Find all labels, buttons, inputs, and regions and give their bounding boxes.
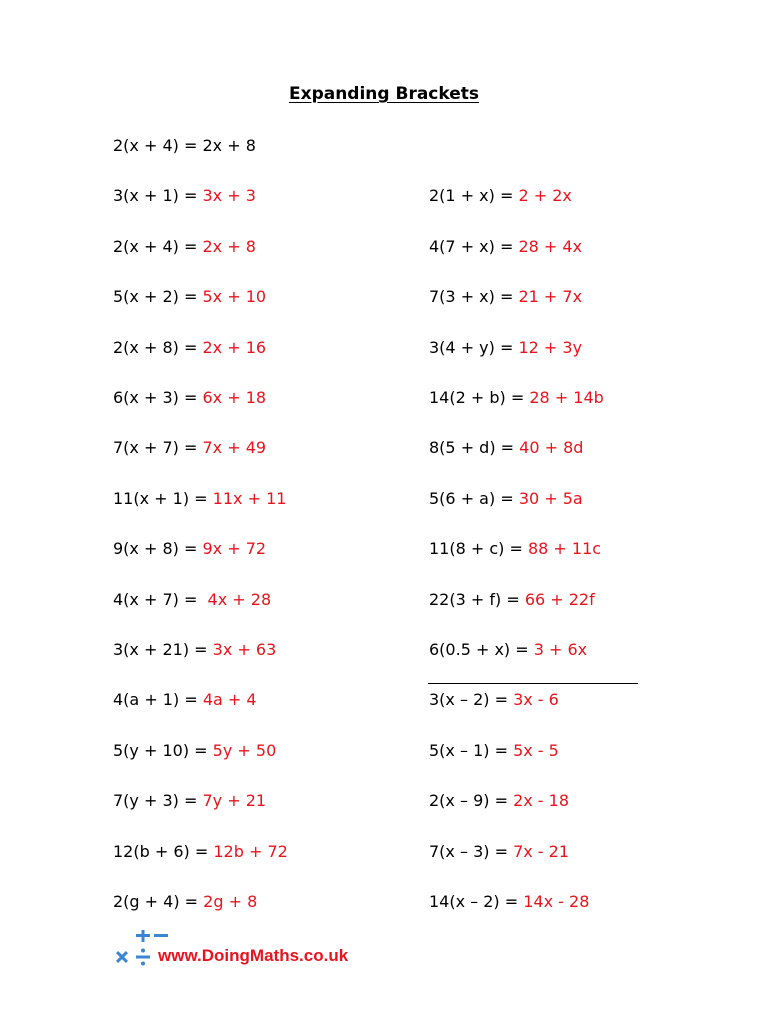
- footer[interactable]: [114, 930, 374, 970]
- equation-answer: 12b + 72: [213, 841, 288, 861]
- equation-answer: 21 + 7x: [518, 287, 583, 307]
- equation-row: [429, 842, 569, 862]
- equation-row: [113, 237, 256, 257]
- equation-question: 4(a + 1) =: [113, 690, 203, 710]
- equation-row: [429, 489, 583, 509]
- equation-row: [113, 489, 286, 509]
- equation-question: 5(y + 10) =: [113, 740, 213, 760]
- equation-row: [429, 237, 582, 257]
- equation-answer: 14x - 28: [523, 892, 590, 911]
- equation-answer: 3x - 6: [513, 690, 559, 710]
- section-divider: [428, 683, 638, 684]
- equation-question: 7(x – 3) =: [429, 841, 514, 861]
- equation-question: 11(x + 1) =: [113, 488, 213, 508]
- equation-row: [429, 438, 583, 458]
- page-title: Expanding Brackets: [288, 84, 480, 104]
- equation-answer: 28 + 4x: [518, 236, 583, 256]
- equation-answer: 5x - 5: [513, 740, 559, 760]
- equation-answer: 4x + 28: [202, 589, 272, 609]
- equation-answer: 5x + 10: [202, 287, 267, 307]
- equation-row: [429, 690, 559, 710]
- site-link[interactable]: www.DoingMaths.co.uk: [158, 946, 349, 965]
- equation-answer: 7y + 21: [202, 791, 267, 811]
- equation-question: 5(x – 1) =: [429, 740, 514, 760]
- equation-row: [113, 791, 266, 811]
- equation-row: [113, 287, 266, 307]
- equation-question: 14(2 + b) =: [429, 388, 530, 407]
- equation-answer: 2x + 8: [202, 136, 256, 155]
- equation-question: 5(6 + a) =: [429, 488, 519, 508]
- equation-question: 2(x + 8) =: [113, 337, 203, 357]
- equation-question: 22(3 + f) =: [429, 589, 525, 609]
- equation-answer: 2x + 8: [202, 236, 256, 256]
- equation-row: [113, 741, 276, 761]
- equation-answer: 4a + 4: [202, 690, 257, 710]
- equation-question: 9(x + 8) =: [113, 539, 203, 559]
- equation-question: 2(x + 4) =: [113, 236, 203, 256]
- equation-answer: 7x - 21: [513, 841, 570, 861]
- equation-row: [429, 640, 587, 660]
- equation-answer: 7x + 49: [202, 438, 267, 458]
- equation-question: 7(x + 7) =: [113, 438, 203, 458]
- equation-row: [113, 136, 256, 156]
- equation-question: 4(7 + x) =: [429, 236, 519, 256]
- equation-answer: 66 + 22f: [524, 589, 595, 609]
- equation-row: [429, 741, 559, 761]
- equation-row: [429, 590, 595, 610]
- equation-row: [113, 438, 266, 458]
- equation-question: 4(x + 7) =: [113, 589, 203, 609]
- equation-answer: 5y + 50: [212, 740, 277, 760]
- equation-answer: 3 + 6x: [533, 640, 588, 659]
- equation-answer: 6x + 18: [202, 388, 267, 407]
- equation-row: [429, 892, 589, 912]
- equation-row: [113, 338, 266, 358]
- equation-row: [429, 791, 569, 811]
- equation-row: [429, 287, 582, 307]
- equation-question: 11(8 + c) =: [429, 539, 528, 559]
- equation-question: 8(5 + d) =: [429, 438, 520, 458]
- equation-row: [429, 388, 604, 408]
- equation-question: 3(4 + y) =: [429, 337, 519, 357]
- equation-answer: 2x + 16: [202, 337, 267, 357]
- equation-answer: 2g + 8: [203, 892, 258, 911]
- equation-answer: 88 + 11c: [527, 539, 602, 559]
- equation-answer: 12 + 3y: [518, 337, 583, 357]
- equation-row: [113, 640, 276, 660]
- equation-answer: 3x + 3: [202, 186, 256, 206]
- equation-question: 5(x + 2) =: [113, 287, 203, 307]
- equation-row: [113, 842, 288, 862]
- equation-row: [429, 338, 582, 358]
- equation-question: 3(x + 1) =: [113, 186, 203, 206]
- equation-question: 12(b + 6) =: [113, 841, 214, 861]
- equation-answer: 9x + 72: [202, 539, 267, 559]
- equation-answer: 28 + 14b: [529, 388, 604, 407]
- equation-question: 2(g + 4) =: [113, 892, 204, 911]
- equation-question: 7(y + 3) =: [113, 791, 203, 811]
- equation-row: [113, 590, 271, 610]
- equation-question: 2(1 + x) =: [429, 186, 519, 206]
- equation-question: 14(x – 2) =: [429, 892, 524, 911]
- equation-question: 6(x + 3) =: [113, 388, 203, 407]
- equation-answer: 11x + 11: [212, 488, 287, 508]
- equation-row: [113, 690, 257, 710]
- equation-question: 3(x + 21) =: [113, 640, 213, 659]
- equation-question: 7(3 + x) =: [429, 287, 519, 307]
- equation-row: [113, 388, 266, 408]
- equation-question: 2(x – 9) =: [429, 791, 514, 811]
- equation-row: [429, 186, 572, 206]
- equation-answer: 2 + 2x: [518, 186, 572, 206]
- equation-answer: 40 + 8d: [519, 438, 584, 458]
- equation-row: [113, 892, 257, 912]
- equation-row: [429, 539, 601, 559]
- equation-answer: 30 + 5a: [518, 488, 583, 508]
- equation-answer: 2x - 18: [513, 791, 570, 811]
- equation-question: 6(0.5 + x) =: [429, 640, 534, 659]
- equation-question: 2(x + 4) =: [113, 136, 203, 155]
- equation-row: [113, 186, 256, 206]
- equation-question: 3(x – 2) =: [429, 690, 514, 710]
- equation-row: [113, 539, 266, 559]
- equation-answer: 3x + 63: [212, 640, 277, 659]
